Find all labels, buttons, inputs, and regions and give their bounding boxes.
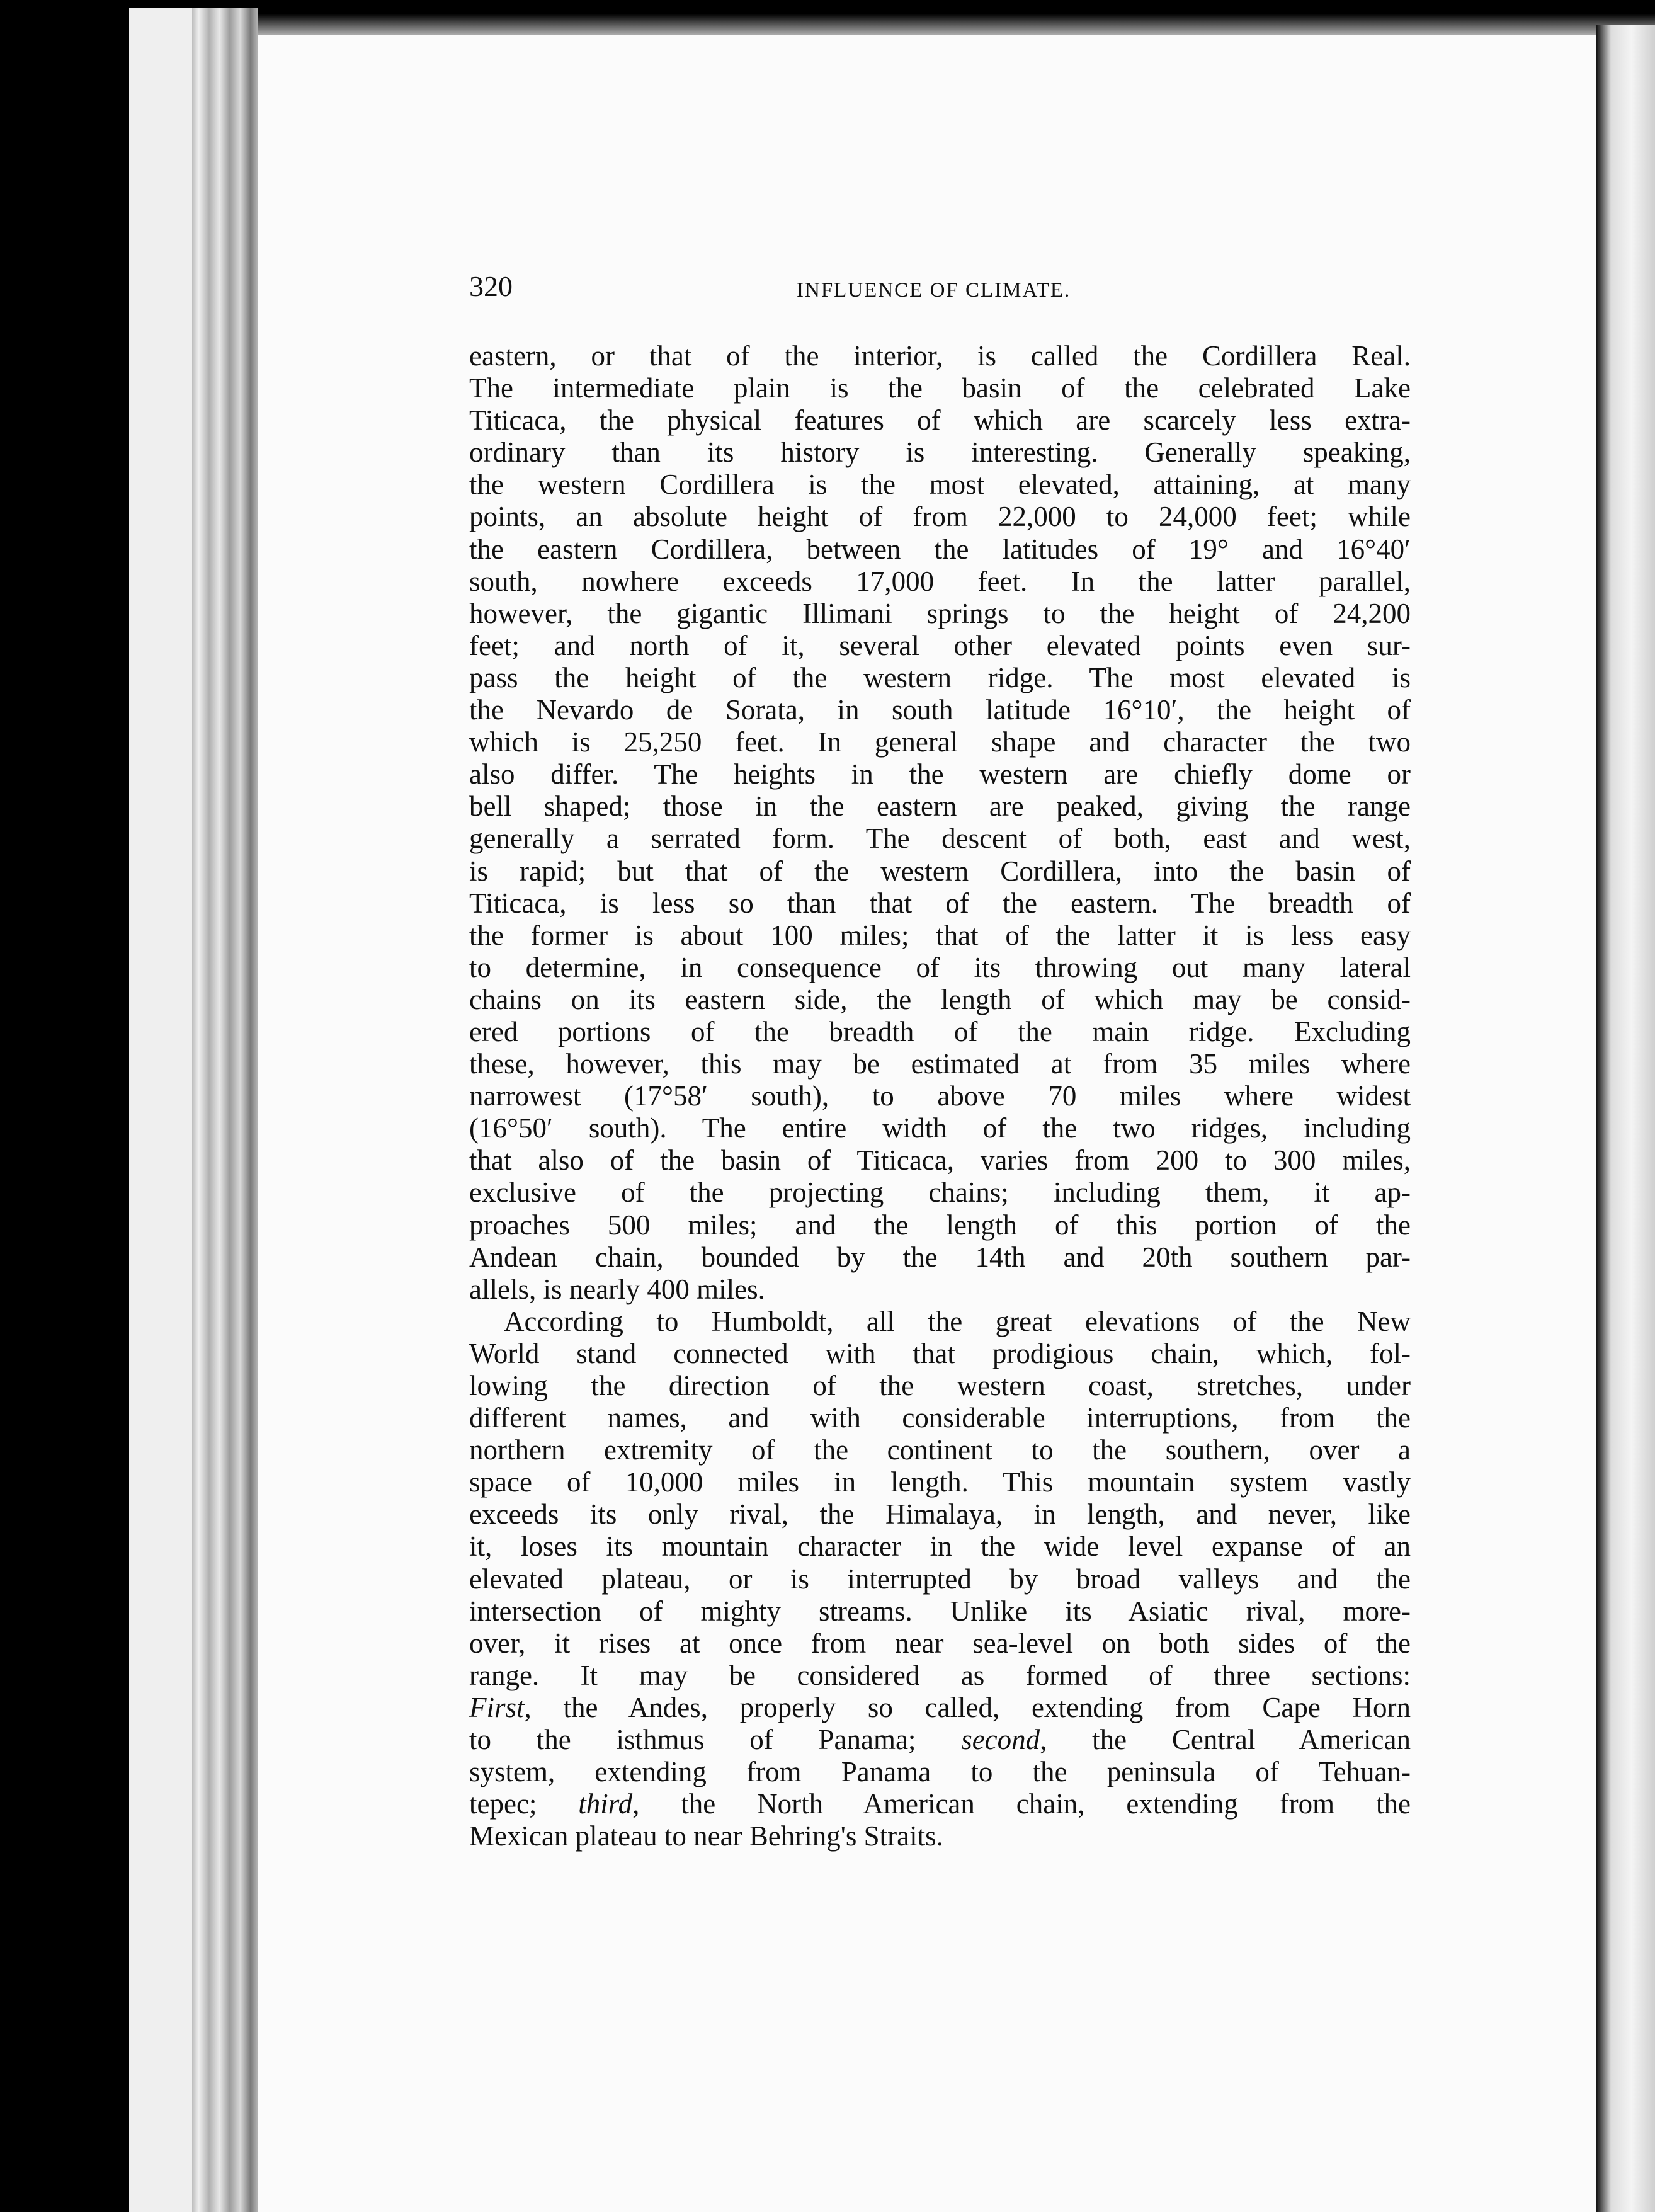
text-line: exclusive of the projecting chains; including them, it ap- xyxy=(469,1177,1411,1209)
text-line: it, loses its mountain character in the wide level expanse of an xyxy=(469,1531,1411,1563)
text-line: is rapid; but that of the western Cordillera, into the basin of xyxy=(469,855,1411,887)
text-line: The intermediate plain is the basin of the celebrated Lake xyxy=(469,372,1411,404)
text-segment: system, extending from Panama to the peninsula of Tehuan- xyxy=(469,1756,1411,1788)
page-header xyxy=(469,268,1411,312)
text-line: Andean chain, bounded by the 14th and 20th southern par- xyxy=(469,1241,1411,1273)
text-line: south, nowhere exceeds 17,000 feet. In the latter parallel, xyxy=(469,565,1411,597)
text-segment: to the isthmus of Panama; xyxy=(469,1724,962,1756)
text-line xyxy=(469,1788,1411,1820)
page-edges-right xyxy=(1596,25,1655,2212)
text-line: the former is about 100 miles; that of the latter it is less easy xyxy=(469,919,1411,951)
text-line: generally a serrated form. The descent of both, east and west, xyxy=(469,823,1411,855)
body-text xyxy=(469,340,1411,1852)
text-line: the Nevardo de Sorata, in south latitude 16°10′, the height of xyxy=(469,694,1411,726)
text-segment: Mexican plateau to near Behring's Straits. xyxy=(469,1820,943,1852)
top-shadow xyxy=(189,0,1655,35)
text-line: ordinary than its history is interesting. Generally speaking, xyxy=(469,436,1411,469)
text-line: allels, is nearly 400 miles. xyxy=(469,1273,765,1305)
text-line: the western Cordillera is the most elevated, attaining, at many xyxy=(469,469,1411,501)
italic-word: second xyxy=(961,1724,1040,1756)
text-line: to determine, in consequence of its throwing out many lateral xyxy=(469,951,1411,983)
text-line: the eastern Cordillera, between the latitudes of 19° and 16°40′ xyxy=(469,533,1411,565)
text-segment: , the Andes, properly so called, extending from Cape Horn xyxy=(524,1691,1411,1723)
text-line: intersection of mighty streams. Unlike its Asiatic rival, more- xyxy=(469,1595,1411,1627)
text-line: Titicaca, the physical features of which are scarcely less extra- xyxy=(469,404,1411,436)
page-number: 320 xyxy=(469,270,513,302)
text-line: World stand connected with that prodigious chain, which, fol- xyxy=(469,1337,1411,1369)
text-line: northern extremity of the continent to the southern, over a xyxy=(469,1434,1411,1466)
text-line: however, the gigantic Illimani springs to the height of 24,200 xyxy=(469,597,1411,629)
italic-word: third xyxy=(578,1788,633,1820)
text-line: range. It may be considered as formed of three sections: xyxy=(469,1659,1411,1691)
text-line: ered portions of the breadth of the main ridge. Excluding xyxy=(469,1015,1411,1047)
text-line: over, it rises at once from near sea-level on both sides of the xyxy=(469,1627,1411,1659)
text-line: (16°50′ south). The entire width of the two ridges, including xyxy=(469,1112,1411,1144)
text-segment: tepec; xyxy=(469,1788,579,1820)
text-line: eastern, or that of the interior, is called the Cordillera Real. xyxy=(469,340,1411,372)
text-line: feet; and north of it, several other elevated points even sur- xyxy=(469,629,1411,661)
text-line: lowing the direction of the western coast, stretches, under xyxy=(469,1370,1411,1401)
text-segment: , the Central American xyxy=(1040,1724,1411,1756)
text-line xyxy=(469,1724,1411,1756)
text-line: space of 10,000 miles in length. This mountain system vastly xyxy=(469,1466,1411,1498)
text-line xyxy=(469,1756,1411,1788)
text-line: narrowest (17°58′ south), to above 70 miles where widest xyxy=(469,1080,1411,1112)
running-head: INFLUENCE OF CLIMATE. xyxy=(797,279,1071,302)
text-segment: , the North American chain, extending from the xyxy=(632,1788,1411,1820)
text-line: which is 25,250 feet. In general shape and character the two xyxy=(469,726,1411,758)
text-line: elevated plateau, or is interrupted by broad valleys and the xyxy=(469,1563,1411,1595)
text-line: According to Humboldt, all the great elevations of the New xyxy=(504,1305,1411,1337)
outer-leaf xyxy=(129,8,192,2212)
text-line: pass the height of the western ridge. The most elevated is xyxy=(469,661,1411,693)
text-line: that also of the basin of Titicaca, varies from 200 to 300 miles, xyxy=(469,1144,1411,1177)
text-line: bell shaped; those in the eastern are peaked, giving the range xyxy=(469,790,1411,823)
text-line: proaches 500 miles; and the length of this portion of the xyxy=(469,1209,1411,1241)
text-line: points, an absolute height of from 22,000 to 24,000 feet; while xyxy=(469,501,1411,533)
italic-word: First xyxy=(469,1691,525,1723)
text-line: Titicaca, is less so than that of the eastern. The breadth of xyxy=(469,887,1411,919)
text-line xyxy=(469,1692,1411,1724)
text-line: these, however, this may be estimated at from 35 miles where xyxy=(469,1048,1411,1080)
text-line: also differ. The heights in the western are chiefly dome or xyxy=(469,758,1411,790)
text-line: chains on its eastern side, the length of which may be consid- xyxy=(469,983,1411,1015)
text-line xyxy=(469,1820,1411,1852)
text-line: different names, and with considerable interruptions, from the xyxy=(469,1402,1411,1434)
text-line: exceeds its only rival, the Himalaya, in length, and never, like xyxy=(469,1498,1411,1531)
